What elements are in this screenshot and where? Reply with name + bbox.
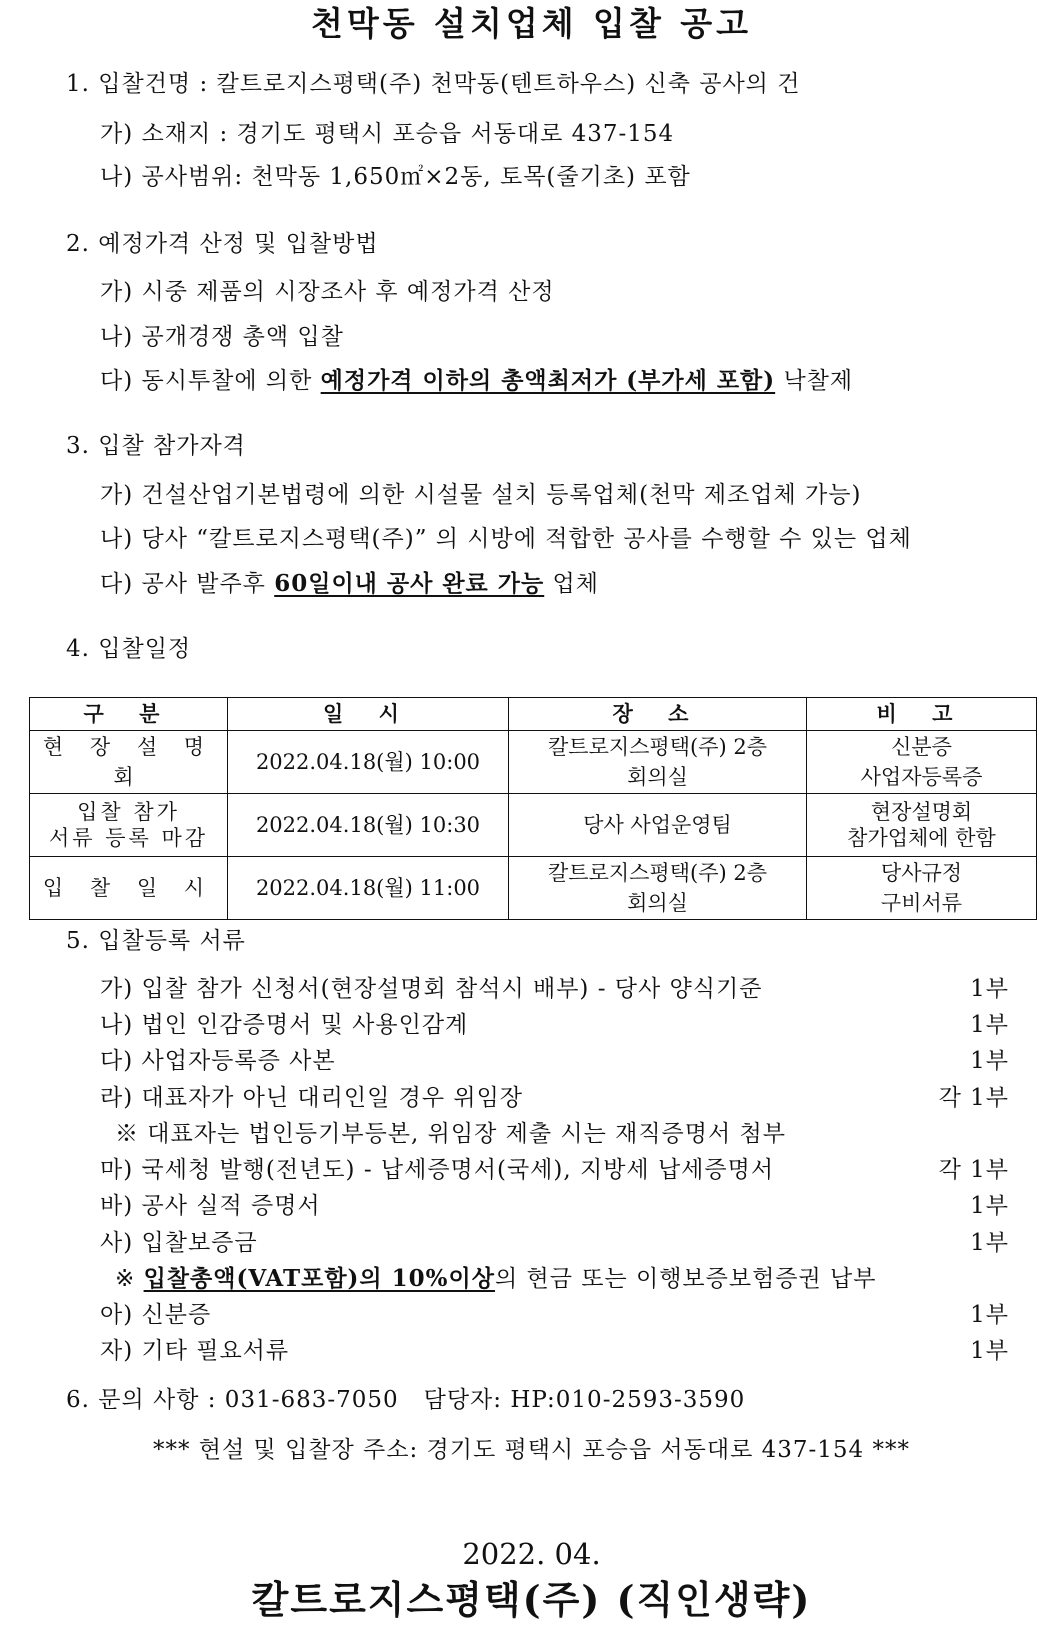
doc-item-h-qty: 1부 <box>970 1302 1009 1328</box>
doc-item-g: 사) 입찰보증금 <box>100 1230 258 1256</box>
doc-item-c: 다) 사업자등록증 사본 <box>100 1048 336 1074</box>
row-category: 입찰 참가 서류 등록 마감 <box>30 794 228 857</box>
row-location: 칼트로지스평택(주) 2층 회의실 <box>509 857 807 920</box>
doc-note-deposit <box>115 1263 876 1295</box>
row-location: 당사 사업운영팀 <box>509 794 807 857</box>
section-2-heading: 2. 예정가격 산정 및 입찰방법 <box>66 231 379 257</box>
section-2-item-b: 나) 공개경쟁 총액 입찰 <box>100 324 344 350</box>
page-title: 천막동 설치업체 입찰 공고 <box>310 4 753 43</box>
row-datetime: 2022.04.18(월) 11:00 <box>228 857 509 920</box>
doc-item-f: 바) 공사 실적 증명서 <box>100 1193 321 1219</box>
schedule-table <box>29 697 1037 920</box>
row-category: 입 찰 일 시 <box>30 857 228 920</box>
doc-item-i: 자) 기타 필요서류 <box>100 1338 290 1364</box>
row-datetime: 2022.04.18(월) 10:00 <box>228 731 509 794</box>
doc-note-deposit-mark: ※ <box>115 1266 144 1292</box>
section-2-item-c-prefix: 다) 동시투찰에 의한 <box>100 368 321 394</box>
section-3-item-c <box>100 568 599 600</box>
doc-item-b: 나) 법인 인감증명서 및 사용인감계 <box>100 1012 469 1038</box>
table-row <box>30 857 1037 920</box>
section-2-item-c <box>100 365 853 397</box>
row-remarks: 신분증 사업자등록증 <box>807 731 1037 794</box>
doc-item-e: 마) 국세청 발행(전년도) - 납세증명서(국세), 지방세 납세증명서 <box>100 1157 775 1183</box>
section-3-heading: 3. 입찰 참가자격 <box>66 433 246 459</box>
section-1-heading: 1. 입찰건명 : 칼트로지스평택(주) 천막동(텐트하우스) 신축 공사의 건 <box>66 71 801 97</box>
column-header-remarks: 비 고 <box>807 698 1037 731</box>
section-2-item-c-emphasis: 예정가격 이하의 총액최저가 (부가세 포함) <box>320 367 776 394</box>
doc-item-e-qty: 각 1부 <box>938 1157 1009 1183</box>
table-row <box>30 794 1037 857</box>
section-3-item-b: 나) 당사 “칼트로지스평택(주)” 의 시방에 적합한 공사를 수행할 수 있는 업체 <box>100 526 912 552</box>
section-3-item-a: 가) 건설산업기본법령에 의한 시설물 설치 등록업체(천막 제조업체 가능) <box>100 482 862 508</box>
section-4-heading: 4. 입찰일정 <box>66 636 192 662</box>
section-2-item-c-suffix: 낙찰제 <box>775 368 854 394</box>
doc-note-deposit-emphasis: 입찰총액(VAT포함)의 10%이상 <box>143 1265 495 1292</box>
column-header-datetime: 일 시 <box>228 698 509 731</box>
doc-item-b-qty: 1부 <box>970 1012 1009 1038</box>
notice-date: 2022. 04. <box>462 1537 601 1571</box>
doc-item-f-qty: 1부 <box>970 1193 1009 1219</box>
table-row <box>30 731 1037 794</box>
row-datetime: 2022.04.18(월) 10:30 <box>228 794 509 857</box>
row-remarks: 현장설명회 참가업체에 한함 <box>807 794 1037 857</box>
doc-note-representative: ※ 대표자는 법인등기부등본, 위임장 제출 시는 재직증명서 첨부 <box>115 1121 786 1147</box>
contact-line: 6. 문의 사항 : 031-683-7050 담당자: HP:010-2593-3590 <box>66 1387 746 1413</box>
section-1-item-b: 나) 공사범위: 천막동 1,650㎡×2동, 토목(줄기초) 포함 <box>100 164 691 190</box>
doc-item-i-qty: 1부 <box>970 1338 1009 1364</box>
doc-item-g-qty: 1부 <box>970 1230 1009 1256</box>
column-header-category: 구 분 <box>30 698 228 731</box>
doc-item-d-qty: 각 1부 <box>938 1085 1009 1111</box>
section-3-item-c-prefix: 다) 공사 발주후 <box>100 571 275 597</box>
doc-item-d: 라) 대표자가 아닌 대리인일 경우 위임장 <box>100 1085 524 1111</box>
section-3-item-c-suffix: 업체 <box>544 571 599 597</box>
section-3-item-c-emphasis: 60일이내 공사 완료 가능 <box>274 570 545 597</box>
schedule-header-row <box>30 698 1037 731</box>
section-5-heading: 5. 입찰등록 서류 <box>66 928 246 954</box>
doc-item-a: 가) 입찰 참가 신청서(현장설명회 참석시 배부) - 당사 양식기준 <box>100 976 763 1002</box>
doc-note-deposit-suffix: 의 현금 또는 이행보증보험증권 납부 <box>494 1266 877 1292</box>
row-location: 칼트로지스평택(주) 2층 회의실 <box>509 731 807 794</box>
company-signature: 칼트로지스평택(주) (직인생략) <box>251 1577 812 1622</box>
doc-item-h: 아) 신분증 <box>100 1302 212 1328</box>
section-1-item-a: 가) 소재지 : 경기도 평택시 포승읍 서동대로 437-154 <box>100 121 675 147</box>
row-remarks: 당사규정 구비서류 <box>807 857 1037 920</box>
column-header-location: 장 소 <box>509 698 807 731</box>
venue-address: *** 현설 및 입찰장 주소: 경기도 평택시 포승읍 서동대로 437-154 *** <box>152 1437 910 1463</box>
doc-item-a-qty: 1부 <box>970 976 1009 1002</box>
section-2-item-a: 가) 시중 제품의 시장조사 후 예정가격 산정 <box>100 279 555 305</box>
doc-item-c-qty: 1부 <box>970 1048 1009 1074</box>
row-category: 현 장 설 명 회 <box>30 731 228 794</box>
